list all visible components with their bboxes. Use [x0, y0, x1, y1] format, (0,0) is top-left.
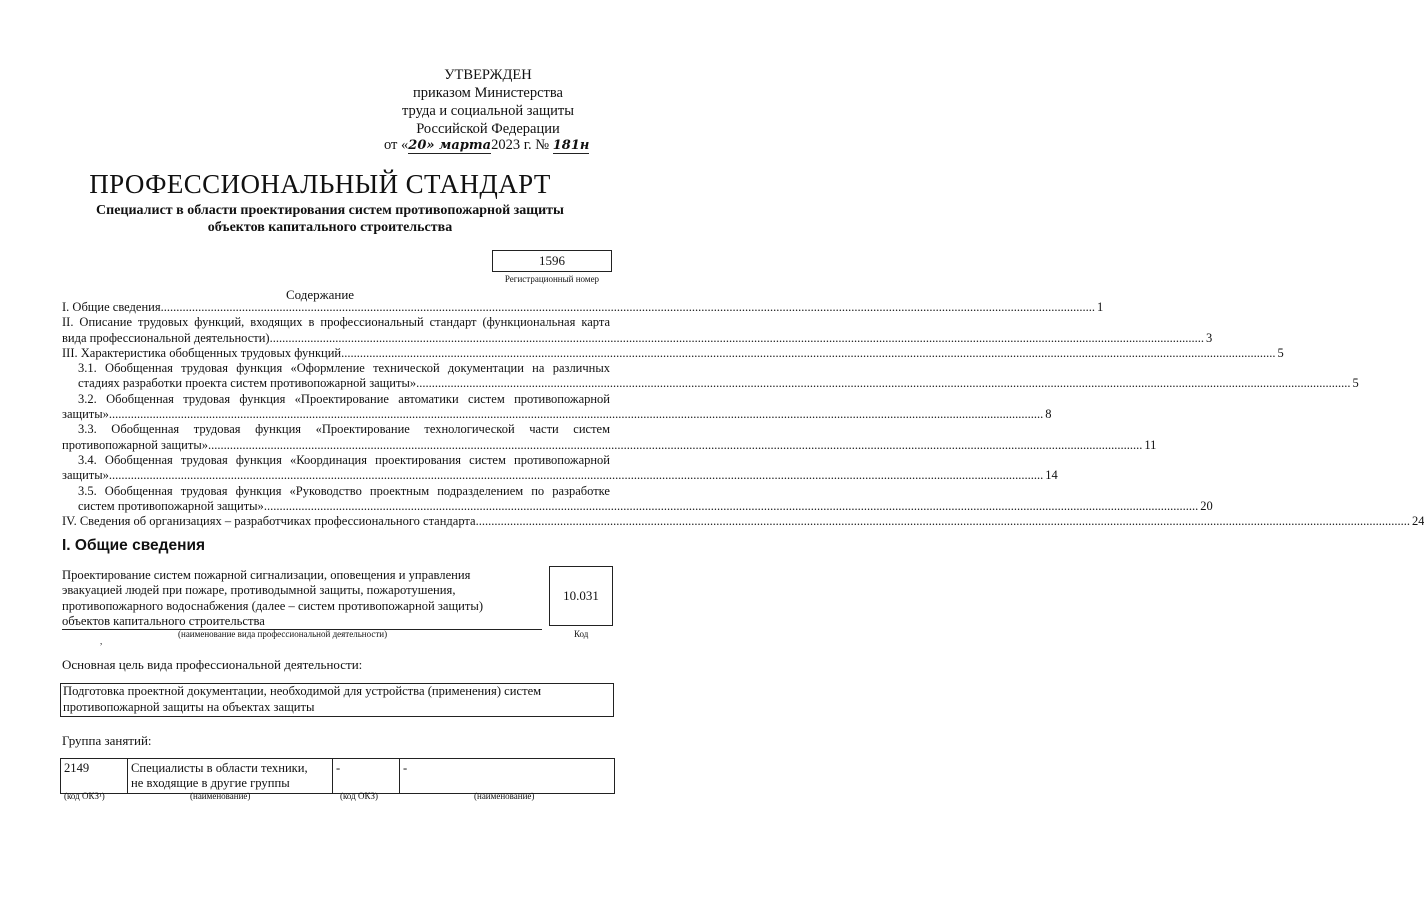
toc-page: 20 [1200, 498, 1213, 513]
scan-mark: , [100, 636, 103, 646]
activity-line: Проектирование систем пожарной сигнализации, оповещения и управления [62, 568, 471, 582]
registration-number-box: 1596 [492, 250, 612, 272]
date-year: 2023 г. № [491, 137, 550, 153]
activity-name [62, 568, 542, 630]
okz-name-cell: - [400, 759, 615, 794]
toc-item[interactable]: IV. Сведения об организациях – разработчиках профессионального стандарта ..... 24 [62, 514, 610, 529]
handwritten-number: 181н [552, 138, 590, 153]
approval-issuer-line: приказом Министерства [413, 85, 563, 101]
date-prefix: от « [384, 137, 409, 153]
toc-item-cont[interactable]: защиты» ..... 14 [62, 468, 610, 483]
okz-code-cell: - [333, 759, 400, 794]
activity-line: противопожарного водоснабжения (далее – систем противопожарной защиты) [62, 598, 484, 613]
activity-caption: (наименование вида профессиональной деятельности) [178, 629, 388, 639]
registration-label: Регистрационный номер [504, 274, 600, 284]
table-of-contents [62, 300, 1424, 529]
toc-item-cont[interactable]: стадиях разработки проекта систем противопожарной защиты» ..... 5 [62, 376, 610, 391]
activity-code-box: 10.031 [549, 566, 613, 626]
toc-page: 3 [1205, 330, 1213, 345]
toc-page: 5 [1352, 376, 1359, 391]
handwritten-date: 20» марта [408, 138, 492, 153]
section-heading: I. Общие сведения [62, 537, 206, 554]
occupation-groups-table [60, 758, 615, 794]
code-caption: Код [574, 629, 589, 639]
activity-line: объектов капитального строительства [62, 614, 542, 630]
activity-line: эвакуацией людей при пожаре, противодымной защиты, пожаротушения, [62, 583, 456, 598]
toc-item[interactable]: 3.5. Обобщенная трудовая функция «Руководство проектным подразделением по разработке [78, 483, 610, 498]
toc-item-cont[interactable]: противопожарной защиты» ..... 11 [62, 438, 610, 453]
toc-page: 8 [1045, 407, 1052, 422]
table-row [61, 759, 615, 794]
approval-issuer-line: Российской Федерации [416, 121, 560, 137]
approval-status: УТВЕРЖДЕН [444, 67, 532, 83]
toc-item[interactable]: II. Описание трудовых функций, входящих в профессиональный стандарт (функциональная карта [62, 315, 610, 330]
okz-code-cell: 2149 [61, 759, 128, 794]
toc-page: 11 [1144, 437, 1157, 452]
goal-box [60, 683, 614, 717]
approval-date [384, 137, 589, 154]
subtitle-line: объектов капитального строительства [207, 220, 453, 235]
group-caption: (наименование) [190, 791, 251, 801]
toc-item[interactable]: 3.4. Обобщенная трудовая функция «Координация проектирования систем противопожарной [78, 452, 610, 467]
toc-item-cont[interactable]: защиты» ..... 8 [62, 407, 610, 422]
toc-item[interactable]: 3.3. Обобщенная трудовая функция «Проектирование технологической части систем [78, 422, 610, 437]
goal-label: Основная цель вида профессиональной деятельности: [62, 657, 363, 672]
toc-page: 1 [1096, 300, 1104, 314]
toc-title: Содержание [285, 287, 355, 302]
subtitle-line: Специалист в области проектирования систем противопожарной защиты [96, 203, 564, 218]
document-title: ПРОФЕССИОНАЛЬНЫЙ СТАНДАРТ [89, 169, 551, 199]
toc-item-cont[interactable]: систем противопожарной защиты» ..... 20 [62, 499, 610, 514]
toc-item-cont[interactable]: вида профессиональной деятельности) ..... 3 [62, 331, 610, 346]
approval-issuer-line: труда и социальной защиты [402, 103, 574, 119]
toc-item[interactable]: 3.2. Обобщенная трудовая функция «Проектирование автоматики систем противопожарной [78, 391, 610, 406]
toc-item[interactable]: 3.1. Обобщенная трудовая функция «Оформление технической документации на различных [78, 361, 610, 376]
group-caption: (код ОКЗ¹) [64, 791, 105, 801]
goal-line: Подготовка проектной документации, необходимой для устройства (применения) систем [63, 684, 542, 698]
toc-page: 24 [1411, 514, 1424, 529]
toc-item[interactable]: III. Характеристика обобщенных трудовых функций ..... 5 [62, 346, 610, 361]
toc-page: 14 [1045, 468, 1058, 483]
document-subtitle [30, 202, 630, 236]
group-caption: (код ОКЗ) [340, 791, 378, 801]
group-caption: (наименование) [474, 791, 535, 801]
toc-page: 5 [1277, 345, 1284, 360]
group-label: Группа занятий: [62, 733, 152, 748]
goal-line: противопожарной защиты на объектах защиты [63, 699, 315, 714]
toc-item[interactable]: I. Общие сведения ..... 1 [62, 300, 610, 315]
okz-name-cell: Специалисты в области техники, не входящие в другие группы [128, 759, 333, 794]
approval-block [372, 66, 604, 138]
